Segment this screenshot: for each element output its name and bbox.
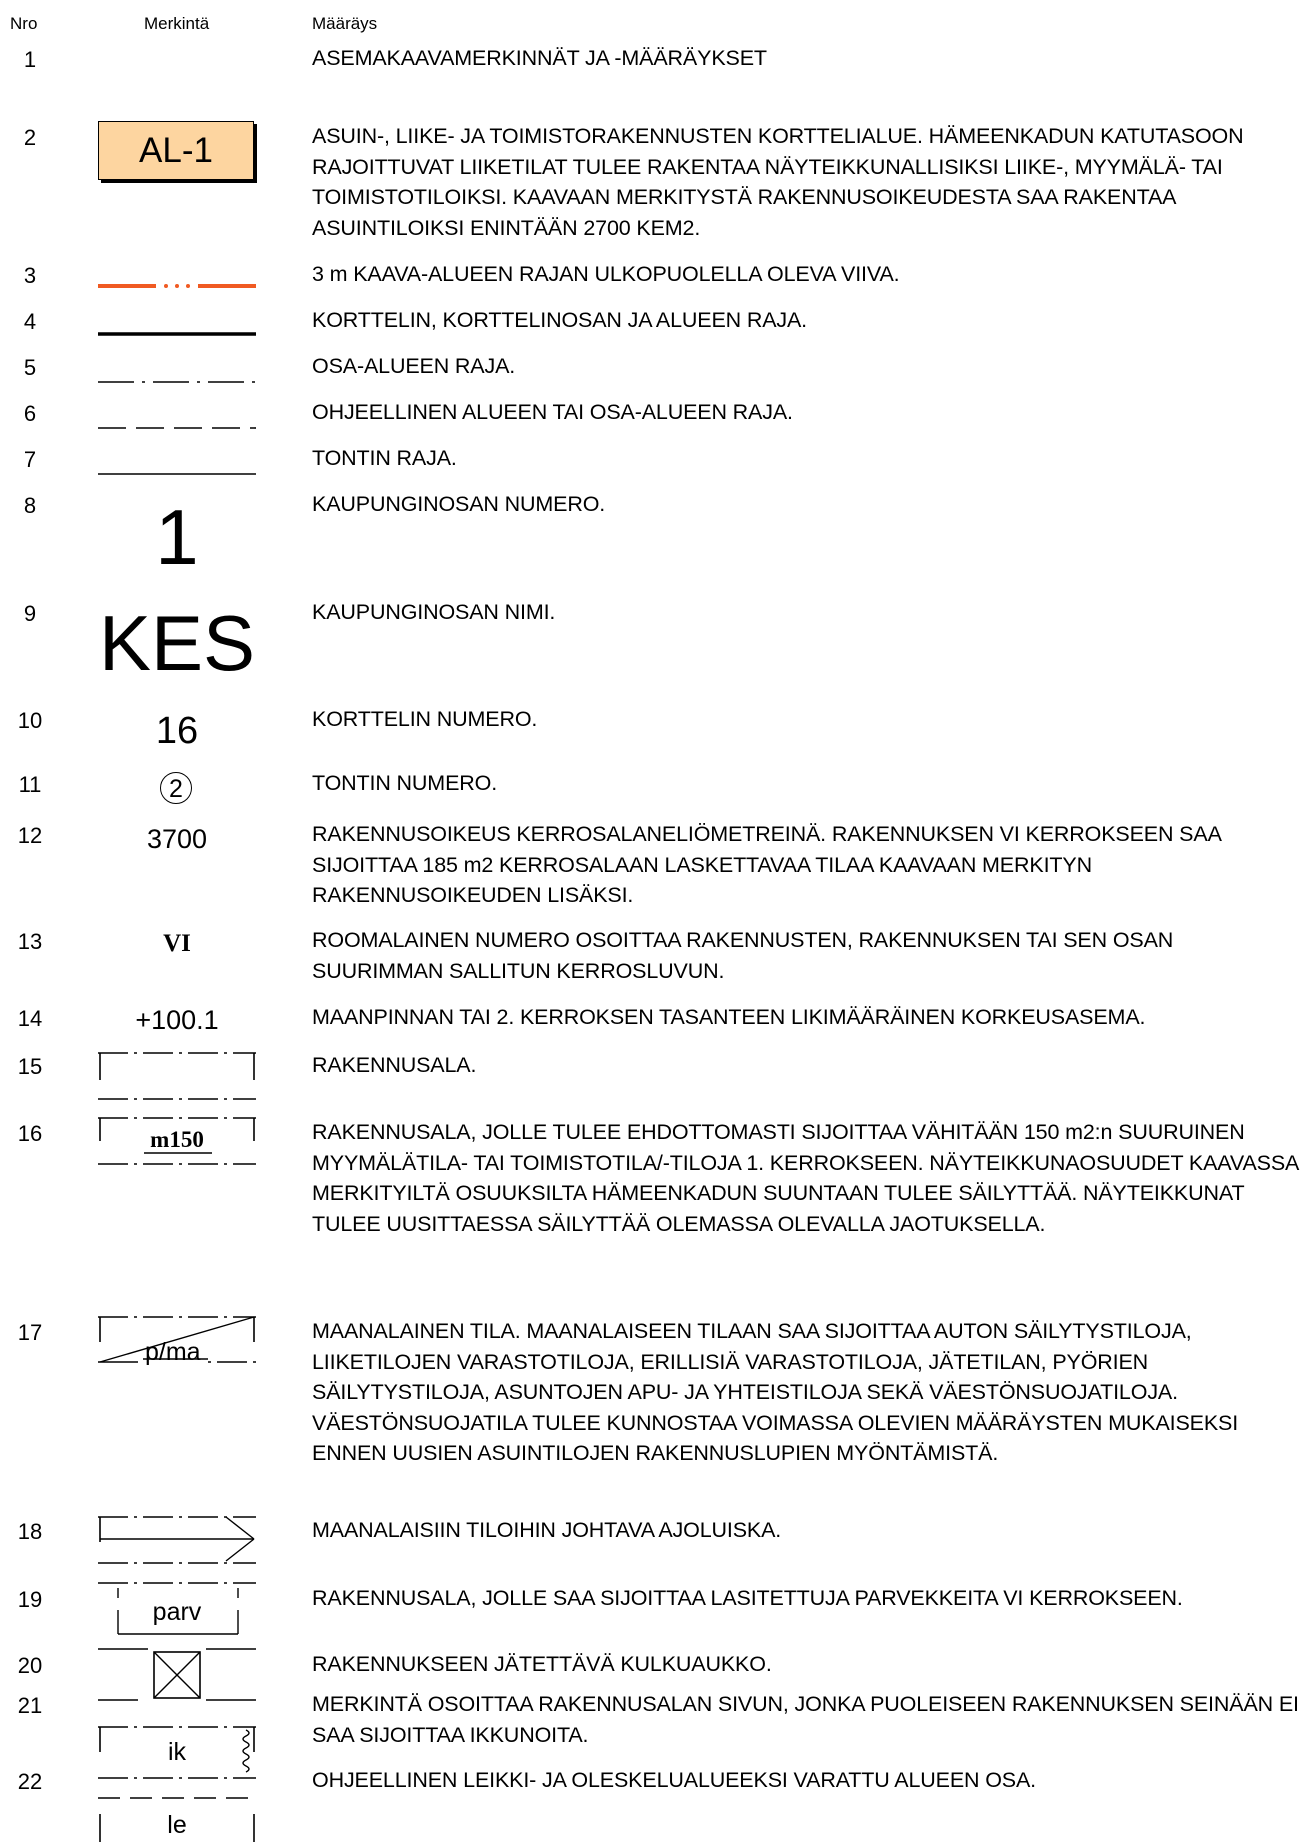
row-number: 11	[18, 772, 42, 797]
subarea-boundary-line-symbol	[98, 370, 256, 390]
regulation-text: OSA-ALUEEN RAJA.	[312, 354, 516, 378]
plot-number-symbol: 2	[160, 772, 192, 804]
regulation-text: RAKENNUSALA, JOLLE TULEE EHDOTTOMASTI SIJOITTAA VÄHITÄÄN 150 m2:n SUURUINEN MYYMÄLÄTILA- TAI TOIMISTOTILA/-TILOJA 1. KERROKSEEN. NÄYTEIKKUNAOSUUDET KAAVASSA MERKITYILTÄ OSUUKSILTA HÄMEENKADUN SUUNTAAN TULEE SÄILYTTÄÄ. NÄYTEIKKUNAT TULEE UUSITTAESSA SÄILYTTÄÄ OLEMASSA OLEVALLA JAOTUKSELLA.	[312, 1120, 1299, 1236]
regulation-text: ASUIN-, LIIKE- JA TOIMISTORAKENNUSTEN KORTTELIALUE. HÄMEENKADUN KATUTASOON RAJOITTUVAT LIIKETILAT TULEE RAKENTAA NÄYTEIKKUNALLISIKSI LIIKE-, MYYMÄLÄ- TAI TOIMISTOTILOIKSI. KAAVAAN MERKITYSTÄ RAKENNUSOIKEUDESTA SAA RAKENTAA ASUINTILOIKSI ENINTÄÄN 2700 KEM2.	[312, 124, 1244, 240]
row-number: 17	[17, 1320, 43, 1345]
plot-boundary-line-symbol	[98, 462, 256, 482]
regulation-text: 3 m KAAVA-ALUEEN RAJAN ULKOPUOLELLA OLEVA VIIVA.	[312, 262, 900, 286]
row-number: 4	[23, 309, 37, 334]
row-number: 18	[17, 1519, 43, 1544]
header-merkinta: Merkintä	[144, 14, 210, 33]
regulation-text: KORTTELIN, KORTTELINOSAN JA ALUEEN RAJA.	[312, 308, 808, 332]
row-number: 19	[17, 1587, 43, 1612]
district-number-symbol: 1	[155, 493, 199, 581]
regulation-text: TONTIN RAJA.	[312, 446, 457, 470]
row-number: 1	[23, 47, 37, 72]
row-number: 14	[17, 1006, 43, 1031]
header-nro: Nro	[10, 14, 38, 33]
floor-count-symbol: VI	[163, 930, 191, 957]
ramp-symbol	[98, 1512, 256, 1568]
regulation-text: ASEMAKAAVAMERKINNÄT JA -MÄÄRÄYKSET	[312, 46, 767, 70]
row-number: 3	[23, 263, 37, 288]
row-number: 2	[23, 125, 37, 150]
building-area-symbol	[98, 1048, 256, 1104]
row-number: 16	[17, 1121, 43, 1146]
row-number: 10	[17, 708, 43, 733]
row-number: 13	[17, 929, 43, 954]
passage-opening-symbol	[98, 1646, 256, 1706]
regulation-text: MAANPINNAN TAI 2. KERROKSEN TASANTEEN LIKIMÄÄRÄINEN KORKEUSASEMA.	[312, 1005, 1146, 1029]
regulation-text: KAUPUNGINOSAN NUMERO.	[312, 492, 606, 516]
regulation-text: KAUPUNGINOSAN NIMI.	[312, 600, 556, 624]
regulation-text: OHJEELLINEN LEIKKI- JA OLESKELUALUEEKSI VARATTU ALUEEN OSA.	[312, 1768, 1036, 1792]
row-number: 21	[17, 1693, 43, 1718]
regulation-text: RAKENNUKSEEN JÄTETTÄVÄ KULKUAUKKO.	[312, 1652, 772, 1676]
regulation-text: MAANALAINEN TILA. MAANALAISEEN TILAAN SAA SIJOITTAA AUTON SÄILYTYSTILOJA, LIIKETILOJEN VARASTOTILOJA, ERILLISIÄ VARASTOTILOJA, JÄTETILAN, PYÖRIEN SÄILYTYSTILOJA, ASUNTOJEN APU- JA YHTEISTILOJA SEKÄ VÄESTÖNSUOJATILOJA. VÄESTÖNSUOJATILA TULEE KUNNOSTAA VOIMASSA OLEVIEN MÄÄRÄYSTEN MUKAISEKSI ENNEN UUSIEN ASUINTILOJEN RAKENNUSLUPIEN MYÖNTÄMISTÄ.	[312, 1319, 1239, 1465]
regulation-text: OHJEELLINEN ALUEEN TAI OSA-ALUEEN RAJA.	[312, 400, 793, 424]
plan-boundary-3m-line-symbol	[98, 276, 256, 296]
regulation-text: RAKENNUSOIKEUS KERROSALANELIÖMETREINÄ. RAKENNUKSEN VI KERROKSEEN SAA SIJOITTAA 185 m2 KERROSALAAN LASKETTAVAA TILAA KAAVAAN MERKITYN RAKENNUSOIKEUDEN LISÄKSI.	[312, 822, 1221, 907]
le-label: le	[167, 1811, 187, 1839]
m150-label: m150	[150, 1127, 204, 1152]
block-boundary-line-symbol	[98, 322, 256, 342]
row-number: 22	[17, 1769, 43, 1794]
row-number: 7	[23, 447, 37, 472]
row-number: 9	[23, 601, 37, 626]
regulation-text: MAANALAISIIN TILOIHIN JOHTAVA AJOLUISKA.	[312, 1518, 782, 1542]
block-number-symbol: 16	[155, 710, 199, 752]
row-number: 12	[17, 823, 43, 848]
regulation-text: ROOMALAINEN NUMERO OSOITTAA RAKENNUSTEN, RAKENNUKSEN TAI SEN OSAN SUURIMMAN SALLITUN KERROSLUVUN.	[312, 928, 1174, 983]
parv-label: parv	[152, 1598, 202, 1626]
floor-area-symbol: 3700	[146, 824, 208, 854]
row-number: 6	[23, 401, 37, 426]
row-number: 15	[17, 1054, 43, 1079]
row-number: 5	[23, 355, 37, 380]
row-number: 20	[17, 1653, 43, 1678]
header-maarays: Määräys	[312, 14, 378, 33]
indicative-boundary-line-symbol	[98, 416, 256, 436]
row-number: 8	[23, 493, 37, 518]
pma-label: p/ma	[145, 1338, 201, 1366]
regulation-text: TONTIN NUMERO.	[312, 771, 498, 795]
regulation-text: RAKENNUSALA.	[312, 1053, 477, 1077]
regulation-text: RAKENNUSALA, JOLLE SAA SIJOITTAA LASITETTUJA PARVEKKEITA VI KERROKSEEN.	[312, 1586, 1183, 1610]
district-name-symbol: KES	[98, 599, 256, 687]
al1-zone-symbol: AL-1	[98, 121, 254, 180]
ik-label: ik	[167, 1738, 187, 1766]
elevation-symbol: +100.1	[135, 1005, 219, 1035]
regulation-text: MERKINTÄ OSOITTAA RAKENNUSALAN SIVUN, JONKA PUOLEISEEN RAKENNUKSEN SEINÄÄN EI SAA SIJOITTAA IKKUNOITA.	[312, 1692, 1299, 1747]
regulation-text: KORTTELIN NUMERO.	[312, 707, 538, 731]
